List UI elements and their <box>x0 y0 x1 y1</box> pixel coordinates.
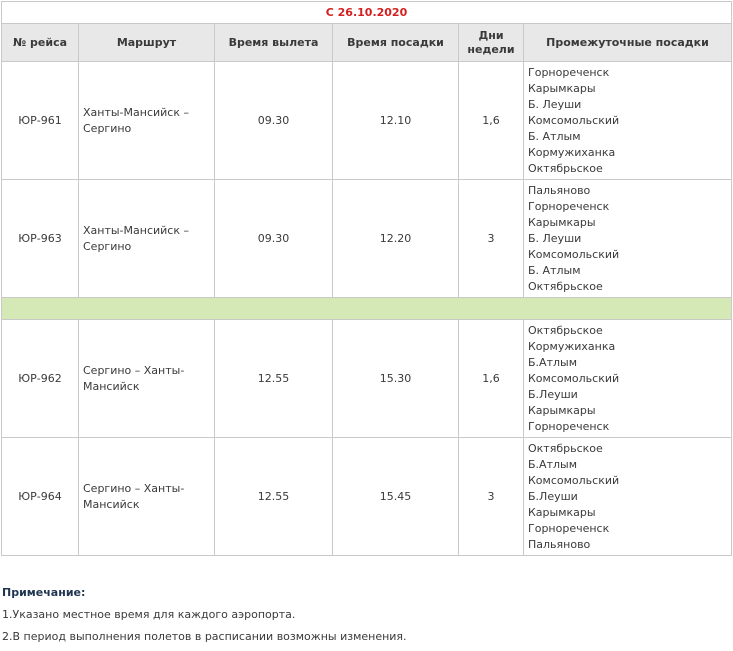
stop-item: Пальяново <box>528 537 591 551</box>
note-item: 2.В период выполнения полетов в расписании возможны изменения. <box>2 630 407 643</box>
stop-item: Карымкары <box>528 403 596 417</box>
notes-section <box>2 585 407 645</box>
stop-item: Октябрьское <box>528 323 603 337</box>
header-arrival: Время посадки <box>333 24 459 62</box>
flight-number: ЮР-961 <box>2 62 79 180</box>
intermediate-stops <box>524 180 732 298</box>
week-days: 3 <box>459 438 524 556</box>
direction-separator <box>2 298 732 320</box>
arrival-time: 12.10 <box>333 62 459 180</box>
stop-item: Пальяново <box>528 183 591 197</box>
flight-route: Ханты-Мансийск – Сергино <box>79 62 215 180</box>
stop-item: Комсомольский <box>528 247 620 261</box>
flight-number: ЮР-964 <box>2 438 79 556</box>
stop-item: Горнореченск <box>528 419 610 433</box>
header-route: Маршрут <box>79 24 215 62</box>
arrival-time: 15.45 <box>333 438 459 556</box>
stop-item: Кормужиханка <box>528 145 616 159</box>
arrival-time: 12.20 <box>333 180 459 298</box>
stop-item: Горнореченск <box>528 199 610 213</box>
stop-item: Б.Атлым <box>528 457 577 471</box>
stop-item: Комсомольский <box>528 113 620 127</box>
stop-item: Б.Атлым <box>528 355 577 369</box>
table-row <box>2 180 732 298</box>
header-departure: Время вылета <box>215 24 333 62</box>
departure-time: 12.55 <box>215 438 333 556</box>
header-stops: Промежуточные посадки <box>524 24 732 62</box>
stop-item: Б.Леуши <box>528 489 578 503</box>
period-label: С 26.10.2020 <box>2 2 732 24</box>
stop-item: Б.Леуши <box>528 387 578 401</box>
flight-route: Сергино – Ханты-Мансийск <box>79 320 215 438</box>
flight-number: ЮР-963 <box>2 180 79 298</box>
notes-title: Примечание: <box>2 586 86 599</box>
departure-time: 09.30 <box>215 180 333 298</box>
stop-item: Б. Атлым <box>528 263 581 277</box>
separator-bar <box>2 298 732 320</box>
note-item: 1.Указано местное время для каждого аэропорта. <box>2 608 296 621</box>
stop-item: Октябрьское <box>528 441 603 455</box>
stop-item: Кормужиханка <box>528 339 616 353</box>
intermediate-stops <box>524 62 732 180</box>
schedule-table <box>1 1 732 556</box>
period-row <box>2 2 732 24</box>
table-row <box>2 62 732 180</box>
stop-item: Б. Леуши <box>528 231 582 245</box>
header-flight-number: № рейса <box>2 24 79 62</box>
stop-item: Октябрьское <box>528 161 603 175</box>
intermediate-stops <box>524 438 732 556</box>
week-days: 3 <box>459 180 524 298</box>
stop-item: Комсомольский <box>528 371 620 385</box>
week-days: 1,6 <box>459 320 524 438</box>
table-row <box>2 320 732 438</box>
intermediate-stops <box>524 320 732 438</box>
flight-number: ЮР-962 <box>2 320 79 438</box>
stop-item: Горнореченск <box>528 521 610 535</box>
flight-route: Ханты-Мансийск – Сергино <box>79 180 215 298</box>
stop-item: Б. Леуши <box>528 97 582 111</box>
stop-item: Б. Атлым <box>528 129 581 143</box>
week-days: 1,6 <box>459 62 524 180</box>
header-row <box>2 24 732 62</box>
departure-time: 12.55 <box>215 320 333 438</box>
arrival-time: 15.30 <box>333 320 459 438</box>
stop-item: Комсомольский <box>528 473 620 487</box>
flight-route: Сергино – Ханты-Мансийск <box>79 438 215 556</box>
stop-item: Карымкары <box>528 215 596 229</box>
header-days: Дни недели <box>459 24 524 62</box>
stop-item: Карымкары <box>528 505 596 519</box>
departure-time: 09.30 <box>215 62 333 180</box>
stop-item: Октябрьское <box>528 279 603 293</box>
stop-item: Карымкары <box>528 81 596 95</box>
table-row <box>2 438 732 556</box>
stop-item: Горнореченск <box>528 65 610 79</box>
